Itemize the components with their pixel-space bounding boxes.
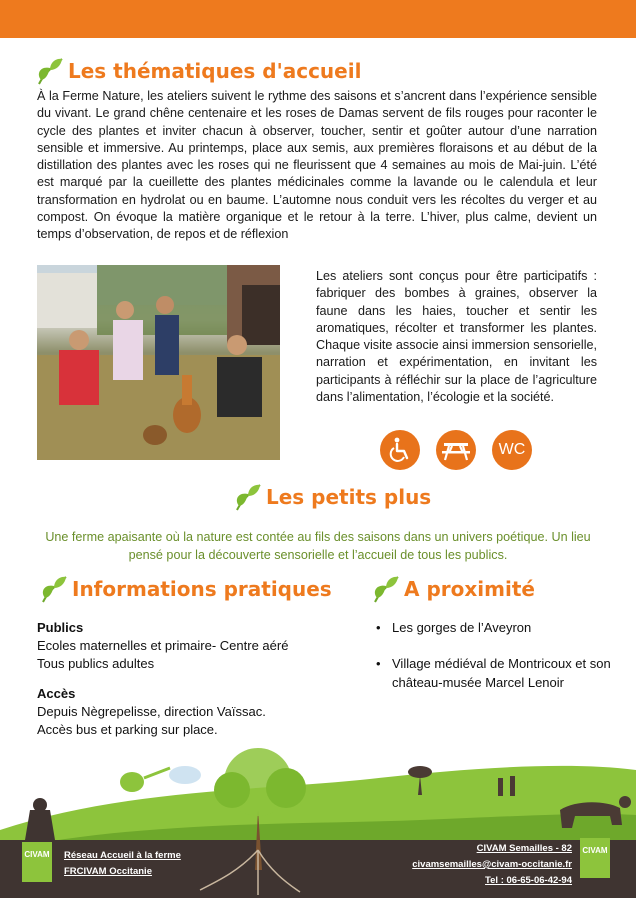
wc-icon (492, 430, 532, 470)
petits-plus-text: Une ferme apaisante où la nature est contée au fils des saisons dans un univers poétique. Un lieu pensé pour la découverte sensorielle et l’accueil de tous les publics. (45, 530, 591, 562)
wc-label: WC (498, 441, 526, 458)
top-banner (0, 0, 636, 38)
civam-logo-left: CIVAM (22, 842, 52, 882)
footer-civam-semailles[interactable]: CIVAM Semailles - 82 (476, 843, 572, 854)
proximite-heading (372, 574, 535, 604)
acces-line: Accès bus et parking sur place. (37, 722, 218, 737)
infos-heading (40, 574, 332, 604)
proximite-item: • Les gorges de l’Aveyron (392, 618, 612, 637)
acces-label: Accès (37, 686, 76, 701)
footer-frcivam-link[interactable]: FRCIVAM Occitanie (64, 866, 152, 877)
leaf-icon (36, 56, 64, 86)
footer-email-link[interactable]: civamsemailles@civam-occitanie.fr (412, 859, 572, 870)
thematiques-heading (36, 56, 361, 86)
footer-network-link[interactable]: Réseau Accueil à la ferme (64, 850, 181, 861)
thematiques-paragraph: À la Ferme Nature, les ateliers suivent le rythme des saisons et s’ancrent dans l’expérience sensible du vivant. Le grand chêne centenaire et les roses de Damas servent de fils rouges pour raconter le cycle des plantes et inviter chacun à observer, toucher, sentir et goûter autour d’une narration sensible et immersive. Au printemps, place aux semis, aux premières floraisons et au début de la distillation des plantes avec les roses qui ne fleurissent que 4 semaines au mois de Mai-juin. L’été est marqué par la cueillette des plantes médicinales comme la lavande ou le calendula et leur transformation en hydrolat ou en baume. L’automne nous conduit vers les récoltes du verger et au compost. On évoque la matière organique et le retour à la terre. L’hiver, plus calme, devient un temps d’observation, de repos et de réflexion (37, 89, 597, 242)
acces-line: Depuis Nègrepelisse, direction Vaïssac. (37, 704, 266, 719)
picnic-table-icon (436, 430, 476, 470)
thematiques-title: Les thématiques d'accueil (68, 59, 362, 83)
ateliers-paragraph: Les ateliers sont conçus pour être participatifs : fabriquer des bombes à graines, observer la faune dans les haies, toucher et sentir les aromatiques, récolter et transformer les plantes. Chaque visite associe ainsi immersion sensorielle, narration et expérimentation, en invitant les participants à réfléchir sur la place de l’agriculture dans l’alimentation, l’écologie et la société. (316, 269, 597, 405)
publics-label: Publics (37, 620, 84, 635)
leaf-icon (372, 574, 400, 604)
petits-plus-heading (234, 482, 431, 512)
wheelchair-icon (380, 430, 420, 470)
petits-plus-title: Les petits plus (266, 485, 432, 509)
footer-phone-link[interactable]: Tel : 06-65-06-42-94 (485, 875, 572, 886)
publics-line: Ecoles maternelles et primaire- Centre aéré (37, 638, 289, 653)
workshop-photo-illustration (37, 265, 280, 460)
infos-title: Informations pratiques (72, 577, 332, 601)
leaf-icon (234, 482, 262, 512)
proximite-item: • Village médiéval de Montricoux et son château-musée Marcel Lenoir (392, 654, 612, 692)
publics-line: Tous publics adultes (37, 656, 155, 671)
leaf-icon (40, 574, 68, 604)
workshop-photo (37, 265, 280, 460)
civam-logo-right: CIVAM (580, 838, 610, 878)
proximite-title: A proximité (404, 577, 535, 601)
